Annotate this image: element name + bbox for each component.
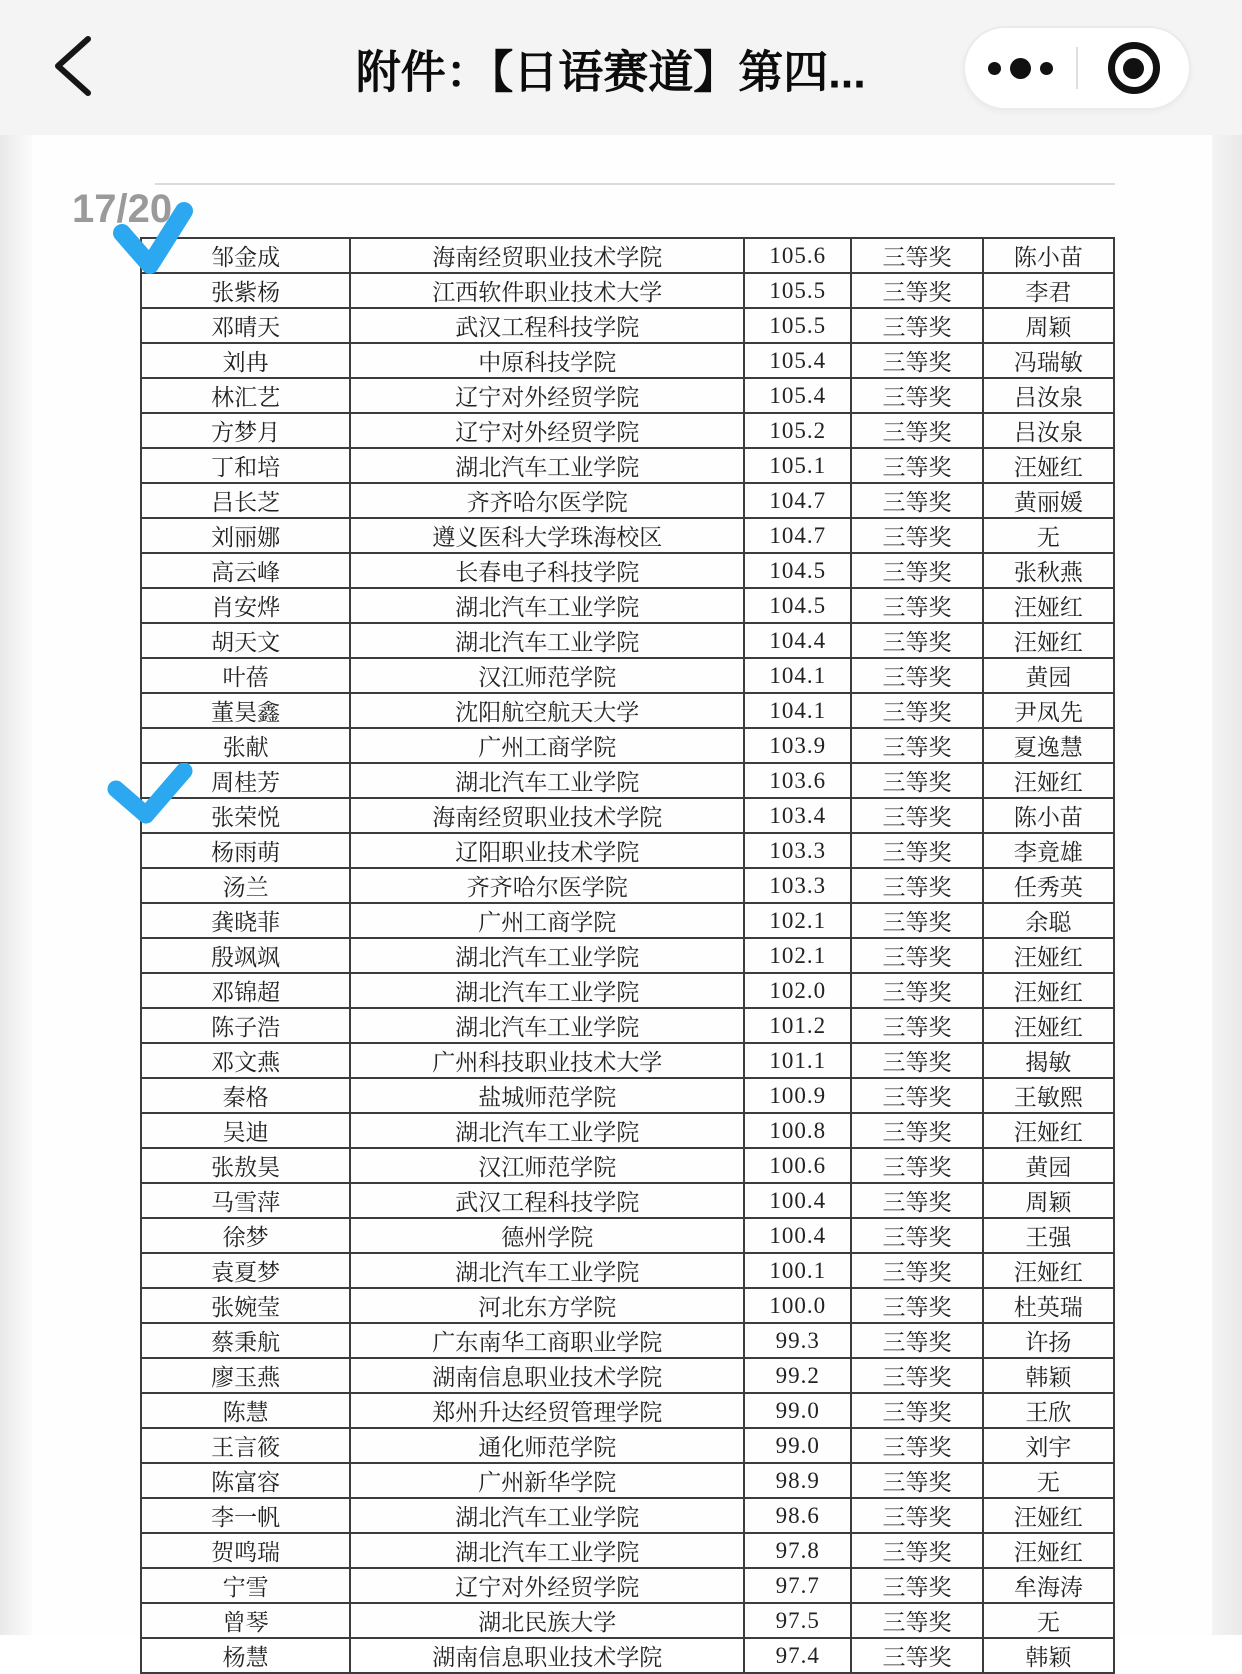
cell-award: 三等奖 [851,1358,982,1393]
cell-school: 中原科技学院 [350,343,744,378]
cell-name: 邹金成 [141,238,350,273]
back-button[interactable] [38,28,108,108]
cell-name: 周桂芳 [141,763,350,798]
cell-score: 101.2 [744,1008,851,1043]
table-row [141,693,1114,728]
cell-award: 三等奖 [851,1463,982,1498]
cell-award: 三等奖 [851,588,982,623]
cell-score: 105.5 [744,308,851,343]
table-row [141,1498,1114,1533]
cell-score: 103.6 [744,763,851,798]
results-table-body [141,238,1114,1673]
cell-score: 104.1 [744,658,851,693]
cell-score: 102.1 [744,938,851,973]
cell-name: 邓锦超 [141,973,350,1008]
cell-teacher: 刘宇 [983,1428,1114,1463]
cell-name: 张献 [141,728,350,763]
cell-teacher: 任秀英 [983,868,1114,903]
table-row [141,798,1114,833]
cell-name: 马雪萍 [141,1183,350,1218]
table-row [141,518,1114,553]
cell-school: 齐齐哈尔医学院 [350,868,744,903]
table-row [141,833,1114,868]
table-row [141,273,1114,308]
cell-name: 肖安烨 [141,588,350,623]
cell-name: 吴迪 [141,1113,350,1148]
cell-teacher: 汪娅红 [983,588,1114,623]
cell-school: 湖北汽车工业学院 [350,973,744,1008]
cell-award: 三等奖 [851,1428,982,1463]
cell-score: 100.6 [744,1148,851,1183]
cell-award: 三等奖 [851,1113,982,1148]
table-row [141,1043,1114,1078]
cell-school: 长春电子科技学院 [350,553,744,588]
cell-award: 三等奖 [851,938,982,973]
cell-name: 张婉莹 [141,1288,350,1323]
cell-score: 100.1 [744,1253,851,1288]
results-table [140,237,1115,1674]
cell-name: 邓晴天 [141,308,350,343]
cell-score: 104.7 [744,518,851,553]
cell-award: 三等奖 [851,728,982,763]
cell-award: 三等奖 [851,1498,982,1533]
cell-name: 陈慧 [141,1393,350,1428]
cell-award: 三等奖 [851,518,982,553]
cell-award: 三等奖 [851,273,982,308]
cell-name: 廖玉燕 [141,1358,350,1393]
cell-award: 三等奖 [851,1638,982,1673]
cell-name: 汤兰 [141,868,350,903]
cell-name: 秦格 [141,1078,350,1113]
cell-teacher: 汪娅红 [983,1533,1114,1568]
cell-school: 海南经贸职业技术学院 [350,798,744,833]
cell-award: 三等奖 [851,973,982,1008]
table-row [141,1358,1114,1393]
chevron-left-icon [48,34,98,103]
cell-school: 海南经贸职业技术学院 [350,238,744,273]
table-row [141,1148,1114,1183]
cell-score: 104.1 [744,693,851,728]
cell-teacher: 汪娅红 [983,938,1114,973]
cell-teacher: 汪娅红 [983,1008,1114,1043]
cell-teacher: 陈小苗 [983,798,1114,833]
table-row [141,238,1114,273]
cell-award: 三等奖 [851,693,982,728]
cell-name: 杨慧 [141,1638,350,1673]
table-row [141,763,1114,798]
cell-school: 湖北汽车工业学院 [350,763,744,798]
table-row [141,1078,1114,1113]
navbar [0,0,1242,135]
table-row [141,868,1114,903]
cell-school: 湖北汽车工业学院 [350,1008,744,1043]
table-row [141,483,1114,518]
cell-award: 三等奖 [851,1078,982,1113]
cell-score: 99.3 [744,1323,851,1358]
cell-score: 99.0 [744,1393,851,1428]
cell-award: 三等奖 [851,1323,982,1358]
cell-name: 刘丽娜 [141,518,350,553]
cell-score: 103.3 [744,868,851,903]
exit-button[interactable] [1078,28,1189,108]
cell-school: 武汉工程科技学院 [350,308,744,343]
page-title: 附件：【日语赛道】第四... [355,46,866,97]
cell-school: 湖北汽车工业学院 [350,1113,744,1148]
more-menu-button[interactable] [965,28,1076,108]
table-row [141,903,1114,938]
cell-teacher: 周颖 [983,308,1114,343]
cell-award: 三等奖 [851,1148,982,1183]
cell-teacher: 杜英瑞 [983,1288,1114,1323]
table-row [141,1218,1114,1253]
cell-score: 97.5 [744,1603,851,1638]
cell-teacher: 韩颖 [983,1638,1114,1673]
cell-score: 100.4 [744,1183,851,1218]
cell-school: 广州科技职业技术大学 [350,1043,744,1078]
cell-name: 蔡秉航 [141,1323,350,1358]
cell-award: 三等奖 [851,868,982,903]
cell-school: 广东南华工商职业学院 [350,1323,744,1358]
table-row [141,1323,1114,1358]
table-row [141,973,1114,1008]
table-row [141,1253,1114,1288]
cell-teacher: 许扬 [983,1323,1114,1358]
cell-score: 97.7 [744,1568,851,1603]
cell-score: 100.9 [744,1078,851,1113]
cell-score: 105.4 [744,378,851,413]
cell-award: 三等奖 [851,658,982,693]
cell-award: 三等奖 [851,483,982,518]
cell-teacher: 无 [983,1603,1114,1638]
cell-teacher: 汪娅红 [983,973,1114,1008]
cell-score: 97.4 [744,1638,851,1673]
table-row [141,553,1114,588]
cell-teacher: 黄丽媛 [983,483,1114,518]
cell-score: 97.8 [744,1533,851,1568]
cell-score: 105.1 [744,448,851,483]
cell-award: 三等奖 [851,763,982,798]
cell-school: 河北东方学院 [350,1288,744,1323]
cell-name: 林汇艺 [141,378,350,413]
cell-score: 100.0 [744,1288,851,1323]
table-row [141,1638,1114,1673]
cell-award: 三等奖 [851,378,982,413]
cell-award: 三等奖 [851,903,982,938]
cell-teacher: 周颖 [983,1183,1114,1218]
table-row [141,623,1114,658]
table-row [141,1603,1114,1638]
cell-award: 三等奖 [851,343,982,378]
cell-school: 通化师范学院 [350,1428,744,1463]
cell-award: 三等奖 [851,1393,982,1428]
cell-teacher: 黄园 [983,1148,1114,1183]
cell-name: 王言筱 [141,1428,350,1463]
cell-teacher: 黄园 [983,658,1114,693]
document-scroll-area[interactable] [0,135,1242,1670]
cell-school: 广州工商学院 [350,903,744,938]
cell-teacher: 陈小苗 [983,238,1114,273]
table-row [141,1428,1114,1463]
cell-score: 102.0 [744,973,851,1008]
cell-school: 辽宁对外经贸学院 [350,378,744,413]
table-row [141,308,1114,343]
cell-teacher: 韩颖 [983,1358,1114,1393]
ellipsis-dots-icon [988,58,1053,79]
cell-name: 张紫杨 [141,273,350,308]
cell-teacher: 王敏熙 [983,1078,1114,1113]
cell-teacher: 吕汝泉 [983,378,1114,413]
cell-teacher: 汪娅红 [983,1498,1114,1533]
cell-school: 德州学院 [350,1218,744,1253]
cell-school: 遵义医科大学珠海校区 [350,518,744,553]
cell-name: 胡天文 [141,623,350,658]
cell-school: 湖北汽车工业学院 [350,1533,744,1568]
cell-teacher: 汪娅红 [983,1113,1114,1148]
cell-teacher: 李君 [983,273,1114,308]
cell-school: 广州新华学院 [350,1463,744,1498]
cell-score: 102.1 [744,903,851,938]
cell-award: 三等奖 [851,1603,982,1638]
cell-award: 三等奖 [851,1043,982,1078]
cell-school: 沈阳航空航天大学 [350,693,744,728]
cell-award: 三等奖 [851,553,982,588]
cell-score: 100.4 [744,1218,851,1253]
cell-name: 杨雨萌 [141,833,350,868]
page-right-edge [1212,135,1242,1635]
table-row [141,588,1114,623]
cell-award: 三等奖 [851,798,982,833]
cell-school: 辽阳职业技术学院 [350,833,744,868]
cell-teacher: 牟海涛 [983,1568,1114,1603]
cell-name: 曾琴 [141,1603,350,1638]
cell-name: 董昊鑫 [141,693,350,728]
table-row [141,938,1114,973]
cell-award: 三等奖 [851,833,982,868]
page-number-indicator: 17/20 [72,187,173,231]
table-row [141,1183,1114,1218]
cell-score: 105.2 [744,413,851,448]
cell-teacher: 余聪 [983,903,1114,938]
cell-school: 湖北民族大学 [350,1603,744,1638]
cell-score: 98.6 [744,1498,851,1533]
cell-school: 湖南信息职业技术学院 [350,1358,744,1393]
table-row [141,1008,1114,1043]
cell-score: 104.7 [744,483,851,518]
cell-teacher: 汪娅红 [983,763,1114,798]
table-row [141,413,1114,448]
cell-school: 辽宁对外经贸学院 [350,413,744,448]
cell-name: 丁和培 [141,448,350,483]
previous-table-edge-line [155,183,1115,185]
cell-score: 104.5 [744,588,851,623]
target-circle-icon [1108,42,1160,94]
cell-award: 三等奖 [851,413,982,448]
cell-teacher: 汪娅红 [983,623,1114,658]
table-row [141,1393,1114,1428]
cell-score: 104.5 [744,553,851,588]
cell-name: 方梦月 [141,413,350,448]
cell-award: 三等奖 [851,1253,982,1288]
cell-award: 三等奖 [851,1568,982,1603]
cell-score: 103.9 [744,728,851,763]
page-left-edge [0,135,32,1635]
capsule-menu [963,26,1191,110]
cell-score: 105.6 [744,238,851,273]
cell-award: 三等奖 [851,623,982,658]
cell-name: 袁夏梦 [141,1253,350,1288]
cell-teacher: 汪娅红 [983,448,1114,483]
cell-score: 100.8 [744,1113,851,1148]
cell-school: 汉江师范学院 [350,1148,744,1183]
cell-award: 三等奖 [851,1288,982,1323]
cell-score: 103.3 [744,833,851,868]
cell-name: 贺鸣瑞 [141,1533,350,1568]
cell-name: 陈富容 [141,1463,350,1498]
cell-name: 殷飒飒 [141,938,350,973]
cell-award: 三等奖 [851,448,982,483]
cell-name: 陈子浩 [141,1008,350,1043]
cell-school: 江西软件职业技术大学 [350,273,744,308]
cell-school: 湖北汽车工业学院 [350,1498,744,1533]
cell-school: 湖北汽车工业学院 [350,448,744,483]
cell-score: 99.0 [744,1428,851,1463]
cell-teacher: 冯瑞敏 [983,343,1114,378]
cell-teacher: 尹凤先 [983,693,1114,728]
table-row [141,448,1114,483]
cell-award: 三等奖 [851,308,982,343]
table-row [141,343,1114,378]
cell-score: 105.5 [744,273,851,308]
cell-school: 湖北汽车工业学院 [350,588,744,623]
table-row [141,1463,1114,1498]
cell-teacher: 李竟雄 [983,833,1114,868]
cell-school: 湖北汽车工业学院 [350,938,744,973]
cell-name: 吕长芝 [141,483,350,518]
cell-name: 张敖昊 [141,1148,350,1183]
cell-school: 齐齐哈尔医学院 [350,483,744,518]
cell-award: 三等奖 [851,1218,982,1253]
cell-score: 105.4 [744,343,851,378]
cell-name: 刘冉 [141,343,350,378]
table-row [141,1113,1114,1148]
cell-teacher: 揭敏 [983,1043,1114,1078]
cell-teacher: 汪娅红 [983,1253,1114,1288]
table-row [141,1568,1114,1603]
cell-teacher: 吕汝泉 [983,413,1114,448]
cell-score: 103.4 [744,798,851,833]
cell-award: 三等奖 [851,238,982,273]
cell-school: 盐城师范学院 [350,1078,744,1113]
table-row [141,1533,1114,1568]
cell-teacher: 王欣 [983,1393,1114,1428]
table-row [141,378,1114,413]
cell-name: 徐梦 [141,1218,350,1253]
cell-award: 三等奖 [851,1533,982,1568]
cell-name: 龚晓菲 [141,903,350,938]
cell-school: 广州工商学院 [350,728,744,763]
cell-score: 98.9 [744,1463,851,1498]
cell-school: 湖南信息职业技术学院 [350,1638,744,1673]
cell-school: 武汉工程科技学院 [350,1183,744,1218]
cell-name: 宁雪 [141,1568,350,1603]
cell-school: 郑州升达经贸管理学院 [350,1393,744,1428]
table-row [141,658,1114,693]
cell-award: 三等奖 [851,1183,982,1218]
cell-school: 湖北汽车工业学院 [350,623,744,658]
cell-teacher: 张秋燕 [983,553,1114,588]
table-row [141,728,1114,763]
cell-name: 叶蓓 [141,658,350,693]
cell-score: 101.1 [744,1043,851,1078]
cell-teacher: 无 [983,518,1114,553]
table-row [141,1288,1114,1323]
cell-name: 张荣悦 [141,798,350,833]
cell-name: 邓文燕 [141,1043,350,1078]
cell-teacher: 王强 [983,1218,1114,1253]
cell-school: 湖北汽车工业学院 [350,1253,744,1288]
cell-score: 104.4 [744,623,851,658]
cell-school: 辽宁对外经贸学院 [350,1568,744,1603]
cell-teacher: 夏逸慧 [983,728,1114,763]
cell-teacher: 无 [983,1463,1114,1498]
cell-name: 李一帆 [141,1498,350,1533]
cell-award: 三等奖 [851,1008,982,1043]
cell-score: 99.2 [744,1358,851,1393]
cell-name: 高云峰 [141,553,350,588]
cell-school: 汉江师范学院 [350,658,744,693]
